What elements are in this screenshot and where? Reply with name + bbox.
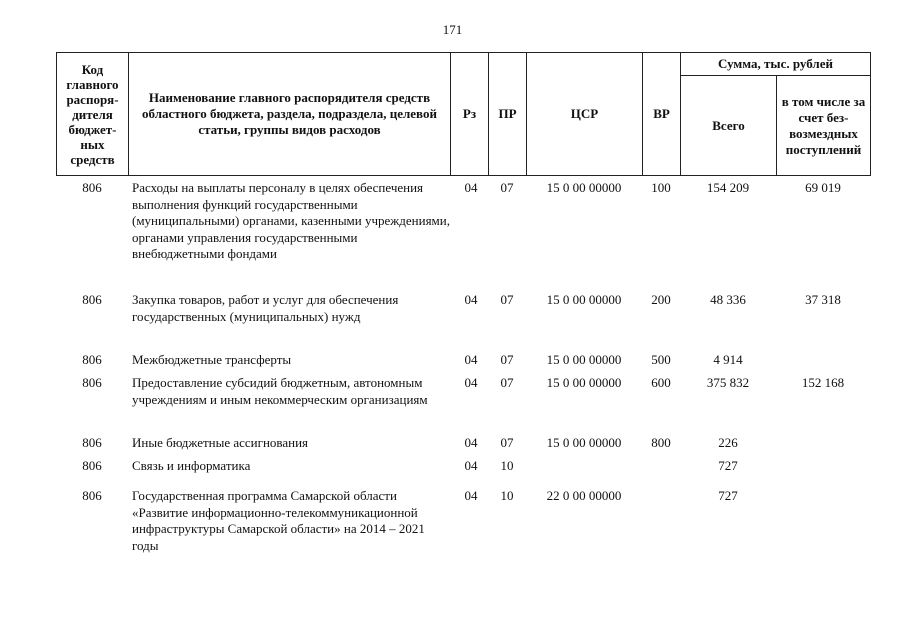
cell-pr: 07 bbox=[500, 180, 514, 195]
cell-free: 152 168 bbox=[801, 375, 845, 390]
cell-csr: 15 0 00 00000 bbox=[546, 375, 622, 390]
cell-total: 4 914 bbox=[713, 352, 743, 367]
cell-code: 806 bbox=[82, 458, 102, 473]
cell-csr: 15 0 00 00000 bbox=[546, 435, 622, 450]
cell-free: 69 019 bbox=[805, 180, 841, 195]
table-row bbox=[56, 458, 870, 488]
cell-csr: 15 0 00 00000 bbox=[546, 292, 622, 307]
table-row bbox=[56, 180, 870, 292]
cell-csr: 15 0 00 00000 bbox=[546, 180, 622, 195]
cell-total: 48 336 bbox=[710, 292, 746, 307]
header-code: Код главного распоря-дителя бюджет-ных средств bbox=[57, 53, 129, 176]
table-row bbox=[56, 375, 870, 435]
page-number: 171 bbox=[442, 22, 463, 37]
cell-total: 375 832 bbox=[706, 375, 750, 390]
header-csr: ЦСР bbox=[527, 53, 643, 176]
header-rz: Рз bbox=[451, 53, 489, 176]
cell-rz: 04 bbox=[464, 292, 478, 307]
cell-pr: 07 bbox=[500, 352, 514, 367]
cell-vr: 100 bbox=[651, 180, 671, 195]
cell-csr: 15 0 00 00000 bbox=[546, 352, 622, 367]
cell-vr: 800 bbox=[651, 435, 671, 450]
header-name: Наименование главного распорядителя средств областного бюджета, раздела, подраздела, целевой статьи, группы видов расходов bbox=[129, 53, 451, 176]
cell-total: 727 bbox=[718, 458, 738, 473]
cell-total: 154 209 bbox=[706, 180, 750, 195]
cell-code: 806 bbox=[82, 435, 102, 450]
table-row bbox=[56, 488, 870, 568]
cell-name: Межбюджетные трансферты bbox=[132, 352, 292, 367]
table-row bbox=[56, 292, 870, 352]
cell-rz: 04 bbox=[464, 375, 478, 390]
cell-rz: 04 bbox=[464, 488, 478, 503]
cell-name: Связь и информатика bbox=[132, 458, 251, 473]
cell-pr: 07 bbox=[500, 375, 514, 390]
table-row bbox=[56, 435, 870, 458]
cell-name: Расходы на выплаты персоналу в целях обеспечения выполнения функций государственными (муниципальными) органами, казенными учреждениями, органами управления государственными внебюджетными фондами bbox=[132, 180, 450, 261]
header-vr: ВР bbox=[643, 53, 681, 176]
cell-total: 727 bbox=[718, 488, 738, 503]
cell-pr: 10 bbox=[500, 458, 514, 473]
cell-csr: 22 0 00 00000 bbox=[546, 488, 622, 503]
table-row bbox=[56, 352, 870, 375]
cell-pr: 07 bbox=[500, 292, 514, 307]
cell-rz: 04 bbox=[464, 458, 478, 473]
header-pr: ПР bbox=[489, 53, 527, 176]
cell-vr: 200 bbox=[651, 292, 671, 307]
header-free: в том числе за счет без-возмездных поступлений bbox=[777, 76, 871, 176]
cell-total: 226 bbox=[718, 435, 738, 450]
cell-vr: 500 bbox=[651, 352, 671, 367]
cell-vr: 600 bbox=[651, 375, 671, 390]
cell-name: Иные бюджетные ассигнования bbox=[132, 435, 309, 450]
header-total: Всего bbox=[681, 76, 777, 176]
cell-code: 806 bbox=[82, 488, 102, 503]
cell-code: 806 bbox=[82, 375, 102, 390]
cell-free: 37 318 bbox=[805, 292, 841, 307]
cell-code: 806 bbox=[82, 352, 102, 367]
cell-code: 806 bbox=[82, 180, 102, 195]
cell-name: Предоставление субсидий бюджетным, автономным учреждениям и иным некоммерческим организациям bbox=[132, 375, 428, 407]
table-header bbox=[56, 52, 871, 176]
table-body bbox=[56, 180, 870, 568]
cell-name: Государственная программа Самарской области «Развитие информационно-телекоммуникационной инфраструктуры Самарской области» на 2014 – 2021 годы bbox=[132, 488, 425, 553]
cell-pr: 10 bbox=[500, 488, 514, 503]
cell-rz: 04 bbox=[464, 352, 478, 367]
header-sum: Сумма, тыс. рублей bbox=[681, 53, 871, 76]
cell-pr: 07 bbox=[500, 435, 514, 450]
cell-rz: 04 bbox=[464, 435, 478, 450]
cell-name: Закупка товаров, работ и услуг для обеспечения государственных (муниципальных) нужд bbox=[132, 292, 399, 324]
cell-rz: 04 bbox=[464, 180, 478, 195]
cell-code: 806 bbox=[82, 292, 102, 307]
